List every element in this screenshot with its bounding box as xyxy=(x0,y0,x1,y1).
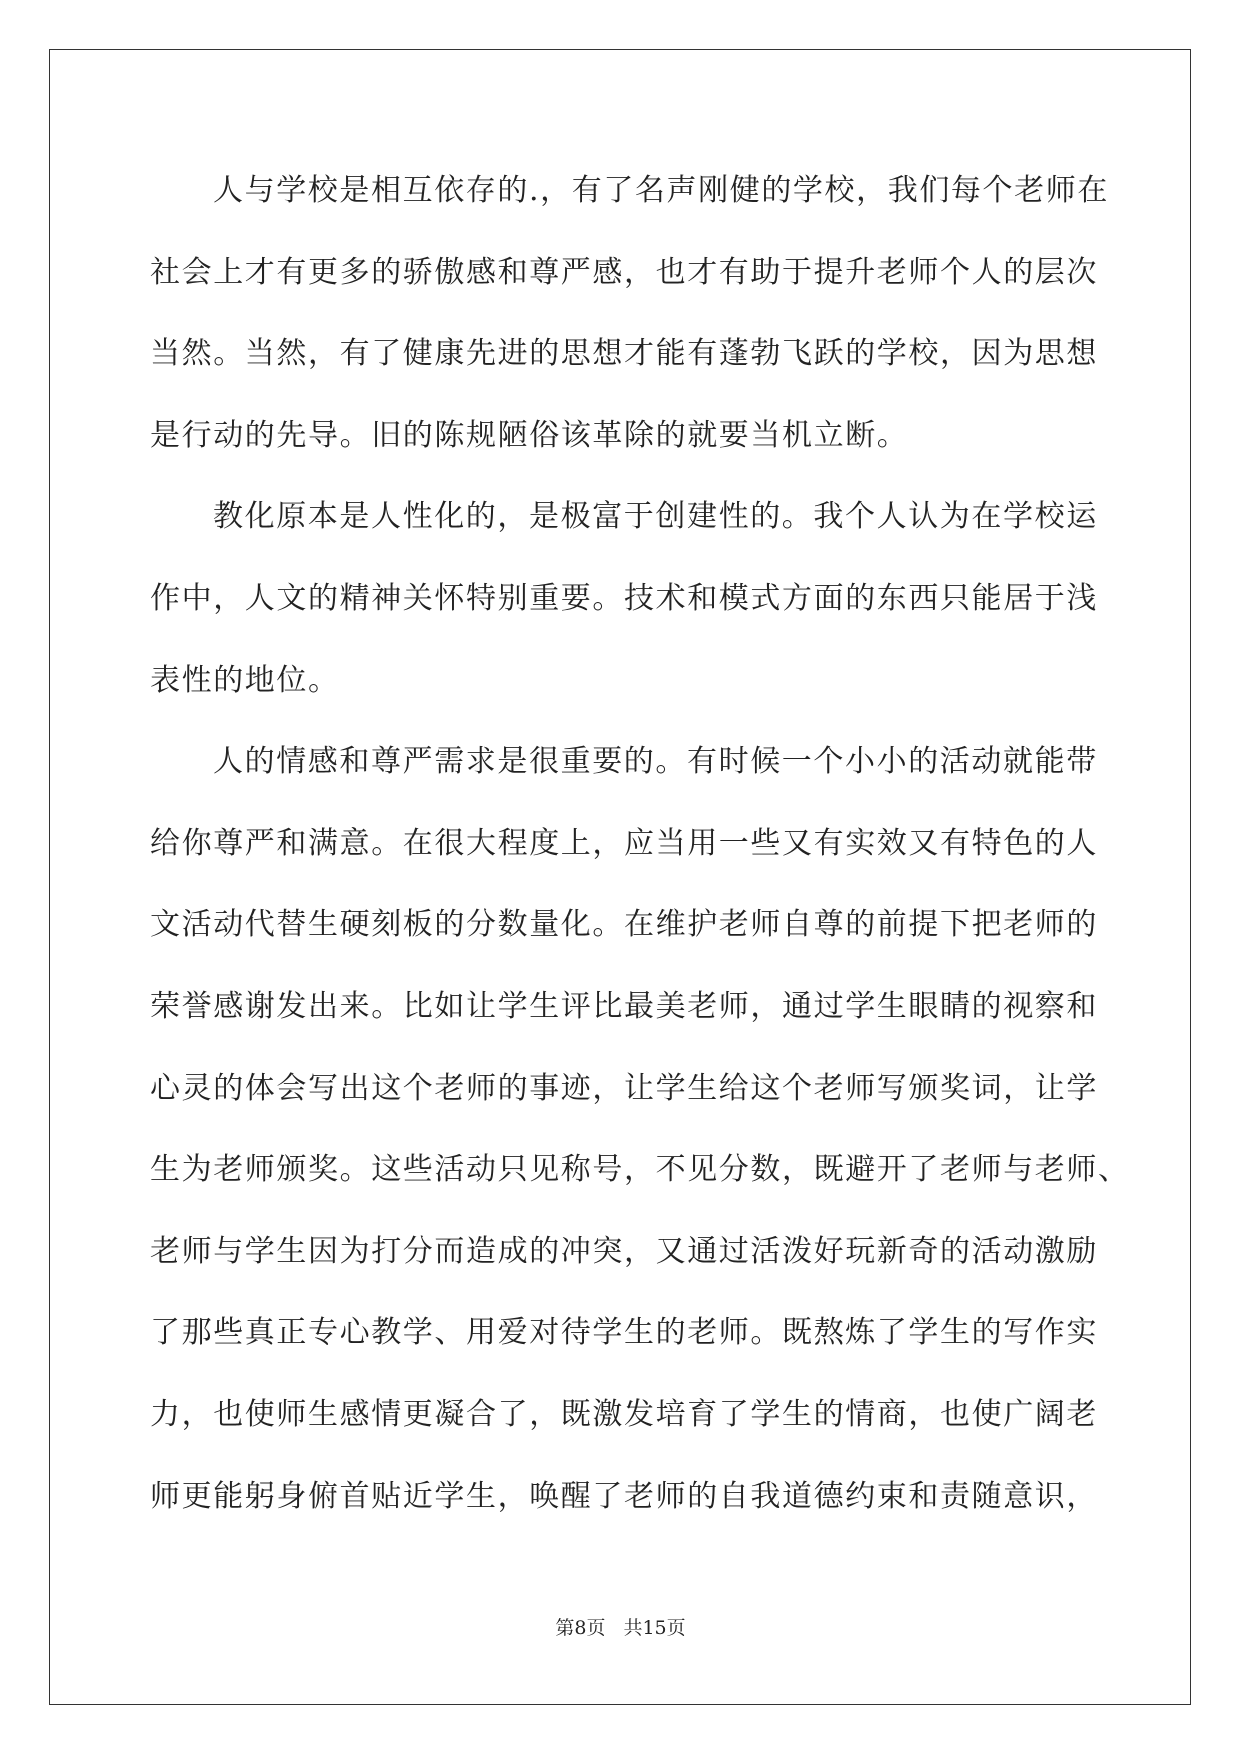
paragraph-3-line-1: 人的情感和尊严需求是很重要的。有时候一个小小的活动就能带 xyxy=(213,744,1098,780)
page-total: 共15页 xyxy=(623,1617,686,1639)
paragraph-1-line-1: 人与学校是相互依存的.，有了名声刚健的学校，我们每个老师在 xyxy=(213,173,1109,208)
paragraph-2-line-1: 教化原本是人性化的，是极富于创建性的。我个人认为在学校运 xyxy=(213,499,1098,535)
paragraph-1-line-3: 当然。当然，有了健康先进的思想才能有蓬勃飞跃的学校，因为思想 xyxy=(150,336,1098,372)
paragraph-3-line-5: 心灵的体会写出这个老师的事迹，让学生给这个老师写颁奖词，让学 xyxy=(150,1070,1098,1106)
paragraph-3-line-6: 生为老师颁奖。这些活动只见称号，不见分数，既避开了老师与老师、 xyxy=(150,1152,1130,1188)
paragraph-2-line-3: 表性的地位。 xyxy=(150,662,340,698)
document-body xyxy=(150,150,1130,1537)
paragraph-3-line-10: 师更能躬身俯首贴近学生，唤醒了老师的自我道德约束和责随意识， xyxy=(150,1478,1098,1514)
paragraph-3-line-7: 老师与学生因为打分而造成的冲突，又通过活泼好玩新奇的活动激励 xyxy=(150,1233,1098,1269)
paragraph-3-line-4: 荣誉感谢发出来。比如让学生评比最美老师，通过学生眼睛的视察和 xyxy=(150,988,1098,1024)
paragraph-3-line-2: 给你尊严和满意。在很大程度上，应当用一些又有实效又有特色的人 xyxy=(150,825,1098,861)
paragraph-3-line-3: 文活动代替生硬刻板的分数量化。在维护老师自尊的前提下把老师的 xyxy=(150,907,1098,943)
paragraph-2-line-2: 作中，人文的精神关怀特别重要。技术和模式方面的东西只能居于浅 xyxy=(150,580,1098,616)
paragraph-1-line-2: 社会上才有更多的骄傲感和尊严感，也才有助于提升老师个人的层次 xyxy=(150,254,1098,290)
paragraph-1-line-4: 是行动的先导。旧的陈规陋俗该革除的就要当机立断。 xyxy=(150,417,909,453)
page-footer xyxy=(0,1616,1241,1640)
page-number: 第8页 xyxy=(555,1617,606,1639)
paragraph-3-line-9: 力，也使师生感情更凝合了，既激发培育了学生的情商，也使广阔老 xyxy=(150,1396,1098,1432)
paragraph-3-line-8: 了那些真正专心教学、用爱对待学生的老师。既熬炼了学生的写作实 xyxy=(150,1315,1098,1351)
